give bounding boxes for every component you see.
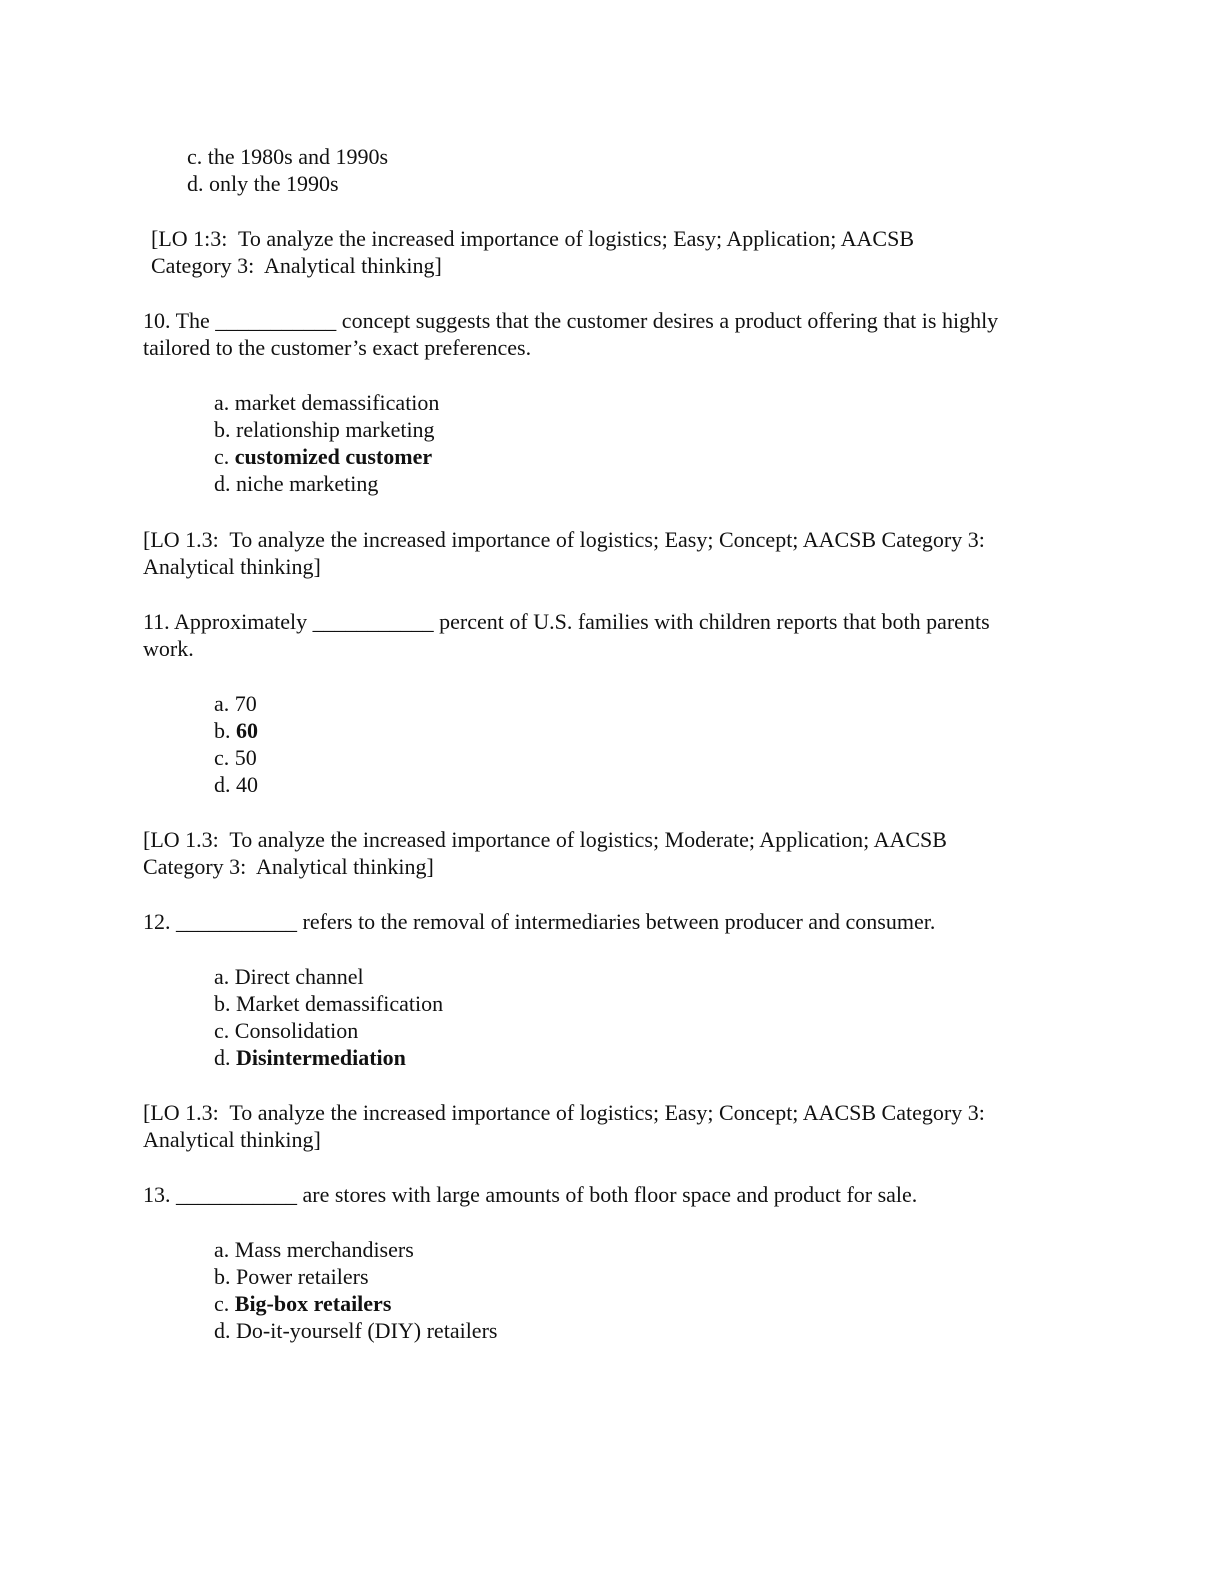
q11-stem: 11. Approximately ___________ percent of U.S. families with children reports that both parents work. — [143, 609, 990, 661]
q10-answer-b: b. relationship marketing — [214, 417, 435, 442]
q13-answer-b: b. Power retailers — [214, 1264, 369, 1289]
q11-answer-d: d. 40 — [214, 772, 258, 797]
q13-answer-list — [214, 1236, 497, 1344]
q11-answer-c: c. 50 — [214, 745, 257, 770]
q11-answer-a: a. 70 — [214, 691, 257, 716]
q12-answer-d-correct: d. Disintermediation — [214, 1045, 406, 1070]
q9-answer-d: d. only the 1990s — [187, 171, 339, 196]
q10-answer-list — [214, 389, 439, 497]
q10-stem: 10. The ___________ concept suggests that the customer desires a product offering that is highly tailored to the customer’s exact preferences. — [143, 308, 999, 360]
q12-answer-b: b. Market demassification — [214, 991, 444, 1016]
q12-answer-list — [214, 963, 443, 1071]
q12-answer-a: a. Direct channel — [214, 964, 364, 989]
q9-answer-c: c. the 1980s and 1990s — [187, 144, 389, 169]
q12-meta: [LO 1.3: To analyze the increased importance of logistics; Easy; Concept; AACSB Category 3: Analytical thinking] — [143, 1100, 985, 1152]
q13-stem: 13. ___________ are stores with large amounts of both floor space and product for sale. — [143, 1182, 918, 1207]
q9-meta: [LO 1:3: To analyze the increased importance of logistics; Easy; Application; AACSB Category 3: Analytical thinking] — [151, 226, 915, 278]
q11-answer-b-correct: b. 60 — [214, 718, 258, 743]
q12-stem: 12. ___________ refers to the removal of intermediaries between producer and consumer. — [143, 909, 936, 934]
q10-answer-a: a. market demassification — [214, 390, 440, 415]
q13-answer-d: d. Do-it-yourself (DIY) retailers — [214, 1318, 498, 1343]
q11-answer-list — [214, 690, 258, 798]
q10-meta: [LO 1.3: To analyze the increased importance of logistics; Easy; Concept; AACSB Category 3: Analytical thinking] — [143, 527, 985, 579]
q12-answer-c: c. Consolidation — [214, 1018, 359, 1043]
q10-answer-d: d. niche marketing — [214, 471, 379, 496]
q11-meta: [LO 1.3: To analyze the increased importance of logistics; Moderate; Application; AACSB Category 3: Analytical thinking] — [143, 827, 947, 879]
q9-answer-list — [187, 143, 388, 197]
q13-answer-c-correct: c. Big-box retailers — [214, 1291, 392, 1316]
q10-answer-c-correct: c. customized customer — [214, 444, 433, 469]
q13-answer-a: a. Mass merchandisers — [214, 1237, 414, 1262]
